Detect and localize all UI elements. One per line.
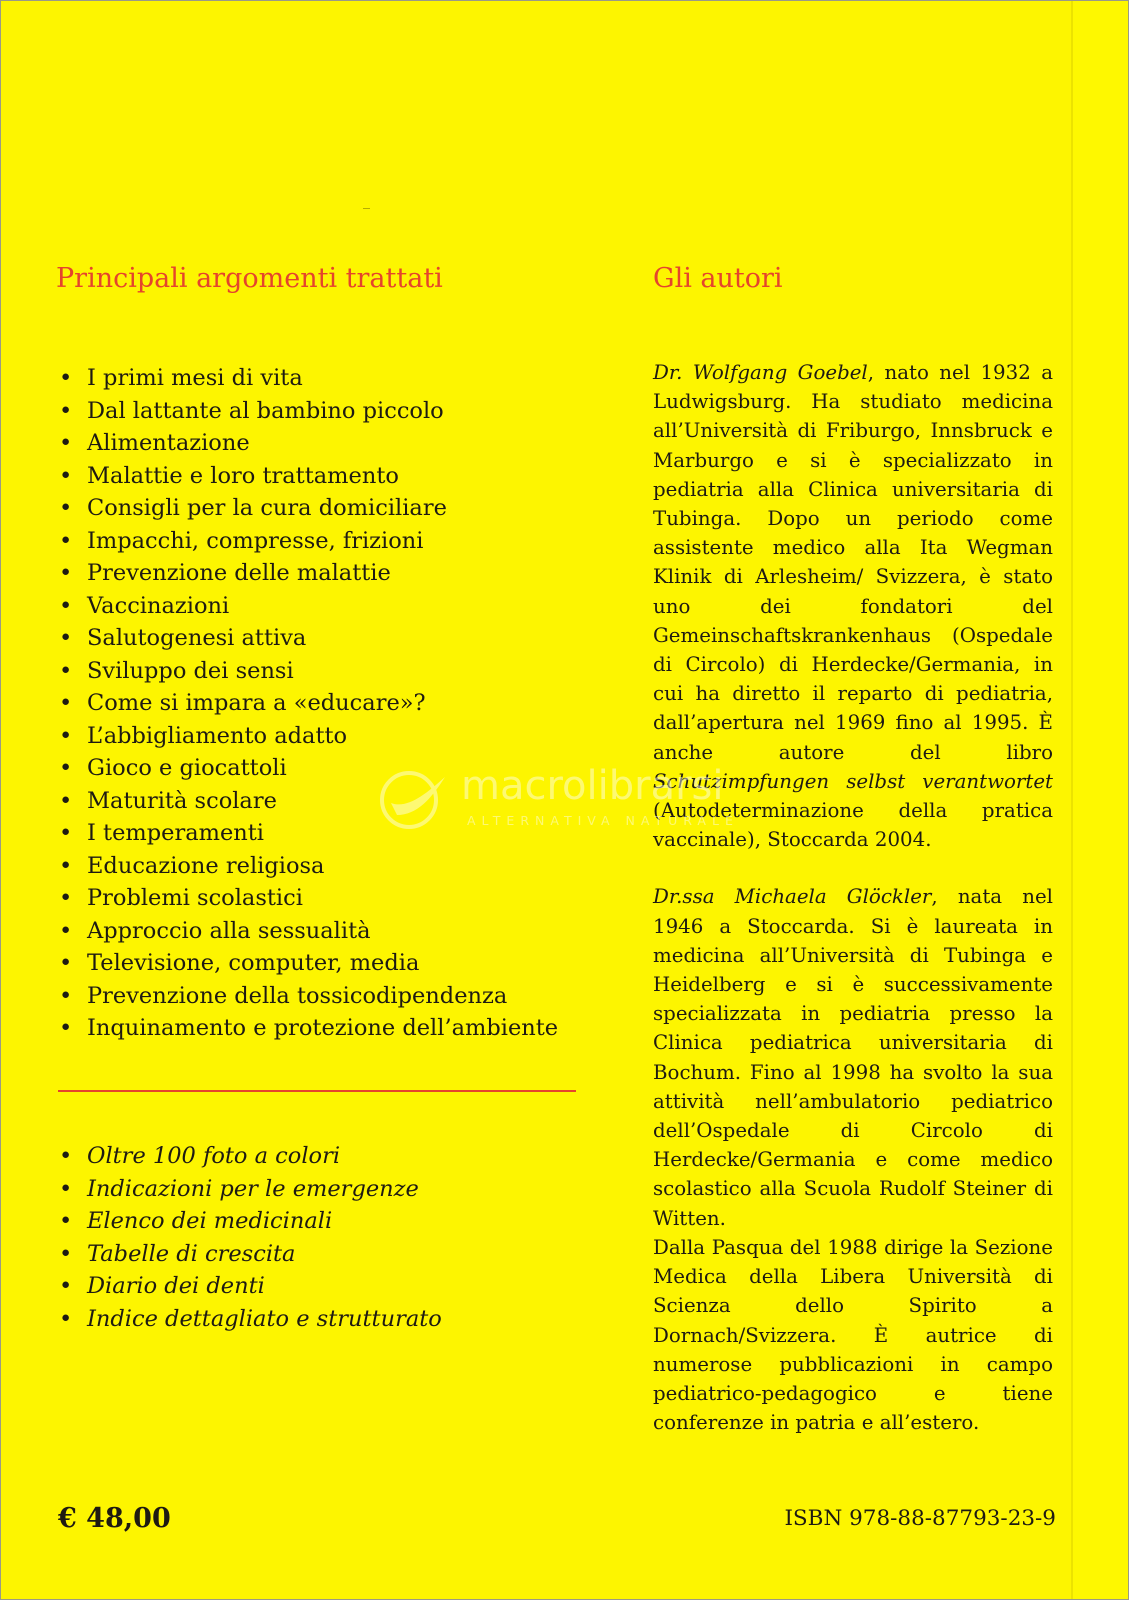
list-item: • I primi mesi di vita: [59, 362, 558, 395]
bullet-icon: •: [59, 657, 73, 684]
price: € 48,00: [58, 1503, 171, 1534]
list-item: • Salutogenesi attiva: [59, 622, 558, 655]
book-title: Schutzimpfungen selbst verantwortet: [653, 769, 1053, 793]
list-item: • Diario dei denti: [59, 1270, 442, 1303]
list-item: • Dal lattante al bambino piccolo: [59, 395, 558, 428]
list-item: • Inquinamento e protezione dell’ambiente: [59, 1012, 558, 1045]
bullet-icon: •: [59, 852, 73, 879]
bullet-icon: •: [59, 560, 73, 586]
list-item: • Malattie e loro trattamento: [59, 460, 558, 493]
bullet-icon: •: [59, 787, 73, 814]
bullet-icon: •: [59, 527, 73, 554]
bullet-icon: •: [59, 625, 73, 651]
list-item: • Alimentazione: [59, 427, 558, 460]
bullet-icon: •: [59, 462, 73, 489]
watermark-name: macrolibrarsi: [461, 763, 724, 809]
bullet-icon: •: [59, 690, 73, 716]
spine-area: [1073, 1, 1128, 1599]
bullet-icon: •: [59, 430, 73, 456]
bullet-icon: •: [59, 1208, 73, 1234]
list-item: • I temperamenti: [59, 817, 558, 850]
list-item: • Tabelle di crescita: [59, 1238, 442, 1271]
list-item: • Elenco dei medicinali: [59, 1205, 442, 1238]
bullet-icon: •: [59, 1015, 73, 1041]
list-item: • Indice dettagliato e strutturato: [59, 1303, 442, 1336]
section-divider: [58, 1090, 576, 1092]
bullet-icon: •: [59, 1273, 73, 1299]
watermark-tagline: ALTERNATIVA NATURALE: [467, 813, 739, 828]
bullet-icon: •: [59, 722, 73, 749]
bullet-icon: •: [59, 1143, 73, 1169]
list-item: • Consigli per la cura domiciliare: [59, 492, 558, 525]
list-item: • Prevenzione della tossicodipendenza: [59, 980, 558, 1013]
paper-speck: [363, 208, 370, 209]
features-list: [59, 1140, 442, 1335]
list-item: • Maturità scolare: [59, 785, 558, 818]
bullet-icon: •: [59, 982, 73, 1009]
bullet-icon: •: [59, 1305, 73, 1332]
bullet-icon: •: [59, 397, 73, 424]
bullet-icon: •: [59, 885, 73, 911]
topics-heading: Principali argomenti trattati: [56, 263, 443, 294]
bullet-icon: •: [59, 917, 73, 944]
bullet-icon: •: [59, 592, 73, 619]
author-bio-glockler-continued: Dalla Pasqua del 1988 dirige la Sezione Medica della Libera Università di Scienza dello Spirito a Dornach/Svizzera. È autrice di numerose pubblicazioni in campo pediatrico-pedagogico e tiene conferenze in patria e all’estero.: [653, 1235, 1053, 1435]
list-item: • Come si impara a «educare»?: [59, 687, 558, 720]
list-item: • Indicazioni per le emergenze: [59, 1173, 442, 1206]
author-name: Dr. Wolfgang Goebel: [653, 361, 868, 384]
authors-bio: [653, 358, 1053, 1437]
list-item: • Educazione religiosa: [59, 850, 558, 883]
author-bio-glockler: Dr.ssa Michaela Glöckler, nata nel 1946 a Stoccarda. Si è laureata in medicina all’Università di Tubinga e Heidelberg e si è successivamente specializzata in pediatria presso la Clinica pediatrica universitaria di Bochum. Fino al 1998 ha svolto la sua attività nell’ambulatorio pediatrico dell’Ospedale di Circolo di Herdecke/Germania e come medico scolastico alla Scuola Rudolf Steiner di Witten.: [653, 885, 1053, 1230]
authors-heading: Gli autori: [653, 263, 783, 294]
list-item: • Vaccinazioni: [59, 590, 558, 623]
author-name: Dr.ssa Michaela Glöckler: [653, 885, 932, 909]
bullet-icon: •: [59, 495, 73, 521]
list-item: • Oltre 100 foto a colori: [59, 1140, 442, 1173]
list-item: • Impacchi, compresse, frizioni: [59, 525, 558, 558]
bullet-icon: •: [59, 365, 73, 391]
bullet-icon: •: [59, 755, 73, 781]
list-item: • Prevenzione delle malattie: [59, 557, 558, 590]
bullet-icon: •: [59, 820, 73, 846]
list-item: • L’abbigliamento adatto: [59, 720, 558, 753]
list-item: • Televisione, computer, media: [59, 947, 558, 980]
list-item: • Gioco e giocattoli: [59, 752, 558, 785]
topics-list: [59, 362, 558, 1045]
list-item: • Sviluppo dei sensi: [59, 655, 558, 688]
bullet-icon: •: [59, 950, 73, 976]
bullet-icon: •: [59, 1240, 73, 1267]
isbn: ISBN 978-88-87793-23-9: [784, 1506, 1056, 1531]
bullet-icon: •: [59, 1175, 73, 1202]
list-item: • Problemi scolastici: [59, 882, 558, 915]
list-item: • Approccio alla sessualità: [59, 915, 558, 948]
author-bio-goebel: Dr. Wolfgang Goebel, nato nel 1932 a Ludwigsburg. Ha studiato medicina all’Università di Friburgo, Innsbruck e Marburgo e si è specializzato in pediatria alla Clinica universitaria di Tubinga. Dopo un periodo come assistente medico alla Ita Wegman Klinik di Arlesheim/ Svizzera, è stato uno dei fondatori del Gemeinschaftskrankenhaus (Ospedale di Circolo) di Herdecke/Germania, in cui ha diretto il reparto di pediatria, dall’apertura nel 1969 fino al 1995. È anche autore del libro Schutzimpfungen selbst verantwortet (Autodeterminazione della pratica vaccinale), Stoccarda 2004.: [653, 361, 1053, 852]
